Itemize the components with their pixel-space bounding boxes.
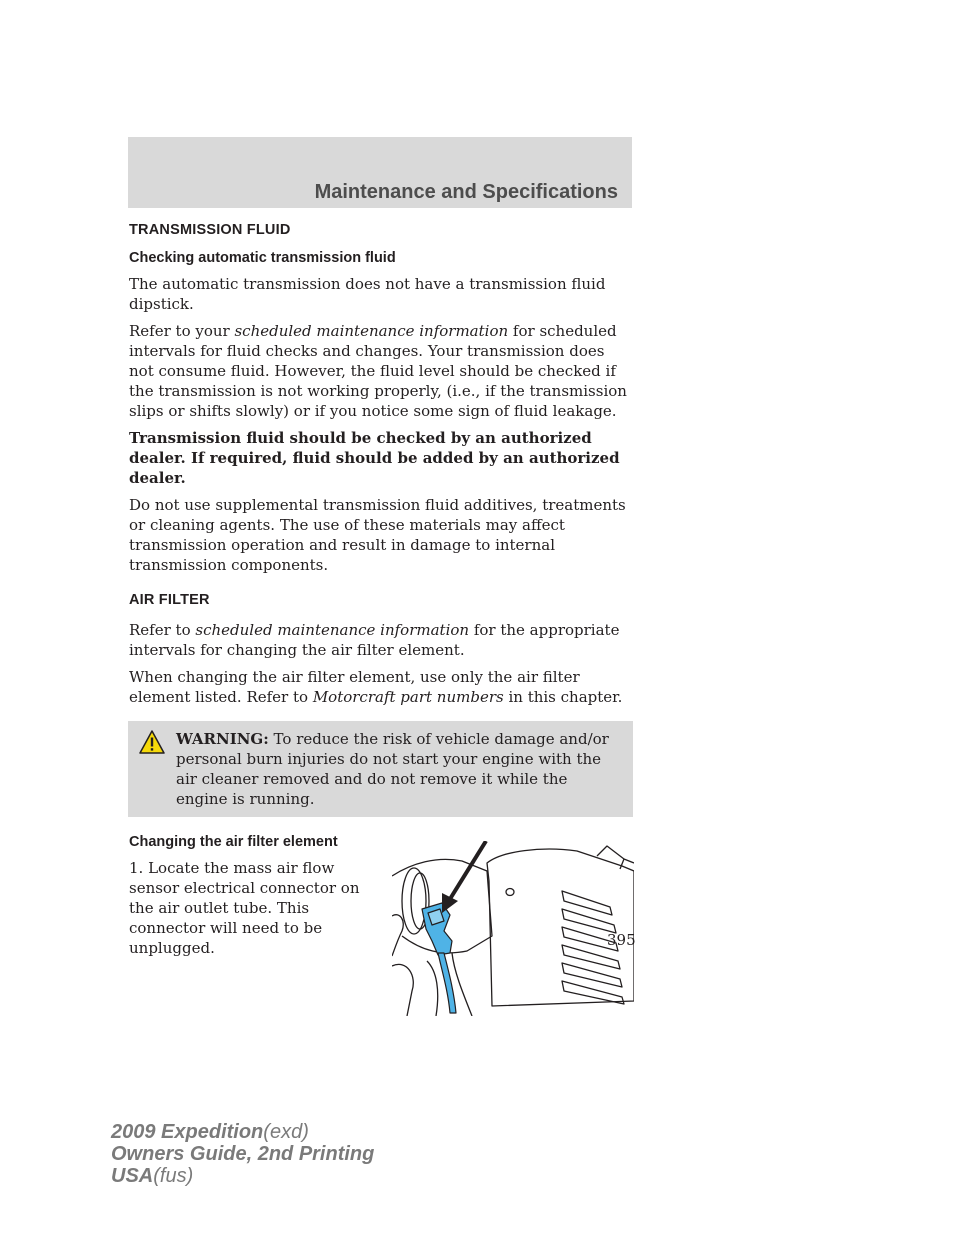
footer-line-3 xyxy=(111,1165,374,1187)
step-1 xyxy=(129,858,633,1018)
warning-text xyxy=(130,729,623,809)
footer-code: (exd) xyxy=(263,1121,309,1143)
paragraph-no-additives: Do not use supplemental transmission fluid additives, treatments or cleaning agents. The use of these materials may affect transmission operation and result in damage to internal transmission components. xyxy=(129,496,626,574)
footer-edition-info xyxy=(111,1121,374,1187)
section-title: Maintenance and Specifications xyxy=(314,181,618,203)
paragraph-no-dipstick: The automatic transmission does not have a transmission fluid dipstick. xyxy=(129,275,606,313)
subheading-changing-filter: Changing the air filter element xyxy=(129,834,338,850)
text-run: in this chapter. xyxy=(503,688,623,706)
footer-line-1 xyxy=(111,1121,374,1143)
footer-guide: Owners Guide, 2nd Printing xyxy=(111,1143,375,1165)
footer-region: USA xyxy=(111,1165,154,1187)
text-run: When changing the air filter element, use only the air filter element listed. Refer to xyxy=(129,668,580,706)
mass-air-flow-connector-illustration xyxy=(392,841,634,1016)
reference-scheduled-maintenance: scheduled maintenance information xyxy=(234,322,509,340)
warning-triangle-icon xyxy=(139,730,165,754)
footer-line-2 xyxy=(111,1143,374,1165)
footer-region-code: (fus) xyxy=(153,1165,194,1187)
text-run: for scheduled intervals for fluid checks and changes. Your transmission does not consume fluid. However, the fluid level should be checked if the transmission is not working properly, (i.e., if the transmission slips or shifts slowly) or if you notice some sign of fluid leakage. xyxy=(129,322,627,420)
text-run: Refer to xyxy=(129,621,196,639)
text-run: for the appropriate intervals for changing the air filter element. xyxy=(129,621,620,659)
paragraph-refer-schedule xyxy=(129,321,633,421)
page-number: 395 xyxy=(607,931,636,949)
subheading-checking-fluid: Checking automatic transmission fluid xyxy=(129,250,396,266)
text-run: Refer to your xyxy=(129,322,235,340)
page-content xyxy=(129,222,633,1018)
warning-body: To reduce the risk of vehicle damage and/or personal burn injuries do not start your engine with the air cleaner removed and do not remove it while the engine is running. xyxy=(176,730,609,808)
paragraph-air-filter-element xyxy=(129,667,633,707)
reference-scheduled-maintenance: scheduled maintenance information xyxy=(195,621,470,639)
reference-part-numbers: Motorcraft part numbers xyxy=(312,688,504,706)
step-1-text: 1. Locate the mass air flow sensor electrical connector on the air outlet tube. This connector will need to be unplugged. xyxy=(129,859,360,957)
header-band xyxy=(128,137,632,208)
paragraph-air-filter-intervals xyxy=(129,620,633,660)
warning-label: WARNING: xyxy=(176,730,269,748)
footer-model: 2009 Expedition xyxy=(111,1121,264,1143)
paragraph-dealer-check: Transmission fluid should be checked by an authorized dealer. If required, fluid should be added by an authorized dealer. xyxy=(129,429,620,487)
heading-transmission-fluid: TRANSMISSION FLUID xyxy=(129,222,291,238)
warning-box xyxy=(128,721,633,817)
heading-air-filter: AIR FILTER xyxy=(129,592,210,608)
